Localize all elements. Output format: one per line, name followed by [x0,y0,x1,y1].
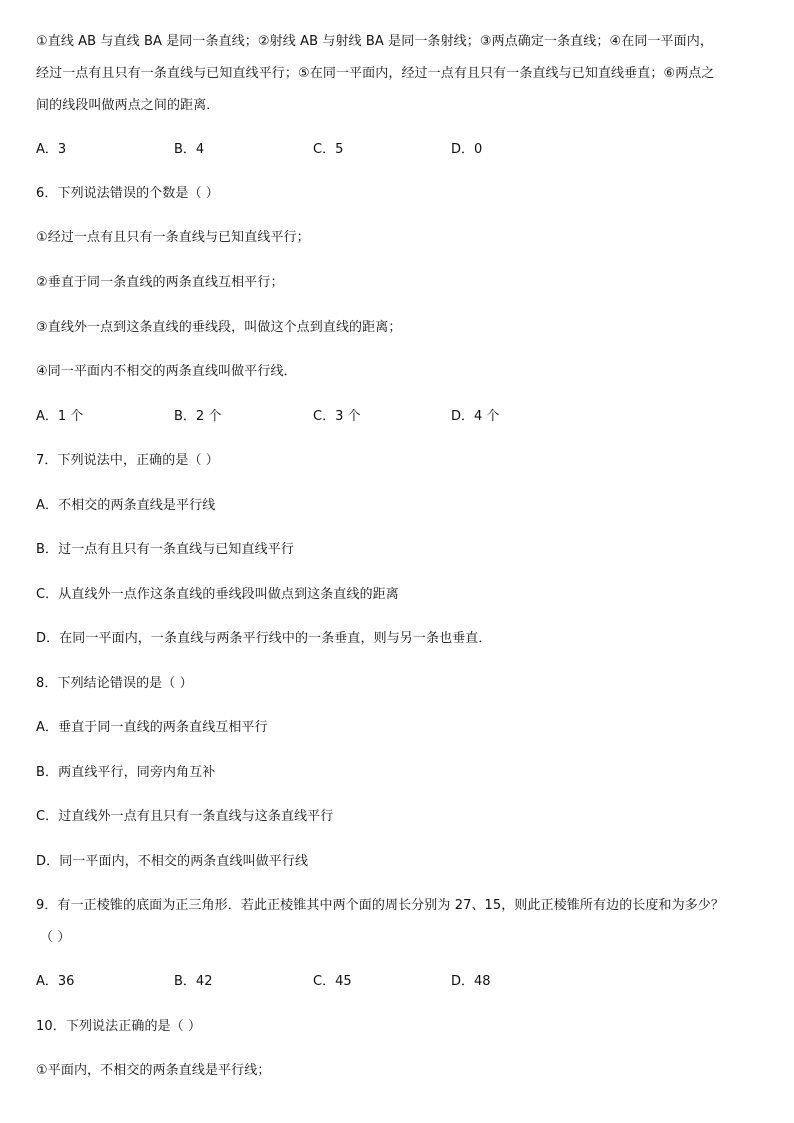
q5-option-d: D．0 [451,142,483,157]
q6-item-2: ②垂直于同一条直线的两条直线互相平行； [36,275,284,290]
q10-item-1: ①平面内，不相交的两条直线是平行线； [36,1063,271,1078]
q7-option-c: C．从直线外一点作这条直线的垂线段叫做点到这条直线的距离 [36,587,399,602]
q5-text-line-1: ①直线 AB 与直线 BA 是同一条直线；②射线 AB 与射线 BA 是同一条射线；③两点确定一条直线；④在同一平面内， [36,34,713,49]
q6-option-d: D．4 个 [451,409,500,424]
q6-item-4: ④同一平面内不相交的两条直线叫做平行线． [36,364,297,379]
q6-item-1: ①经过一点有且只有一条直线与已知直线平行； [36,230,310,245]
q9-option-a: A．36 [36,974,75,989]
q7-stem: 7．下列说法中，正确的是（ ） [36,453,219,468]
q8-option-d: D．同一平面内，不相交的两条直线叫做平行线 [36,854,309,869]
q8-option-a: A．垂直于同一直线的两条直线互相平行 [36,720,268,735]
q9-stem-line-2: （ ） [40,930,71,945]
q5-option-c: C．5 [313,142,344,157]
q6-option-c: C．3 个 [313,409,361,424]
q10-stem: 10．下列说法正确的是（ ） [36,1019,202,1034]
q5-text-line-3: 间的线段叫做两点之间的距离． [36,98,220,113]
q6-option-b: B．2 个 [174,409,222,424]
q5-text-line-2: 经过一点有且只有一条直线与已知直线平行；⑤在同一平面内，经过一点有且只有一条直线与已知直线垂直；⑥两点之 [36,66,715,81]
q9-option-c: C．45 [313,974,352,989]
q9-stem-line-1: 9．有一正棱锥的底面为正三角形．若此正棱锥其中两个面的周长分别为 27、15，则此正棱锥所有边的长度和为多少？ [36,898,724,913]
q7-option-b: B．过一点有且只有一条直线与已知直线平行 [36,542,294,557]
q8-option-c: C．过直线外一点有且只有一条直线与这条直线平行 [36,809,334,824]
q8-stem: 8．下列结论错误的是（ ） [36,676,193,691]
q8-option-b: B．两直线平行，同旁内角互补 [36,765,216,780]
q9-option-d: D．48 [451,974,491,989]
q5-option-b: B．4 [174,142,205,157]
q5-option-a: A．3 [36,142,67,157]
q7-option-d: D．在同一平面内，一条直线与两条平行线中的一条垂直，则与另一条也垂直． [36,631,492,646]
q7-option-a: A．不相交的两条直线是平行线 [36,498,216,513]
q6-stem: 6．下列说法错误的个数是（ ） [36,186,219,201]
q9-option-b: B．42 [174,974,213,989]
q6-item-3: ③直线外一点到这条直线的垂线段，叫做这个点到直线的距离； [36,320,402,335]
q6-option-a: A．1 个 [36,409,84,424]
